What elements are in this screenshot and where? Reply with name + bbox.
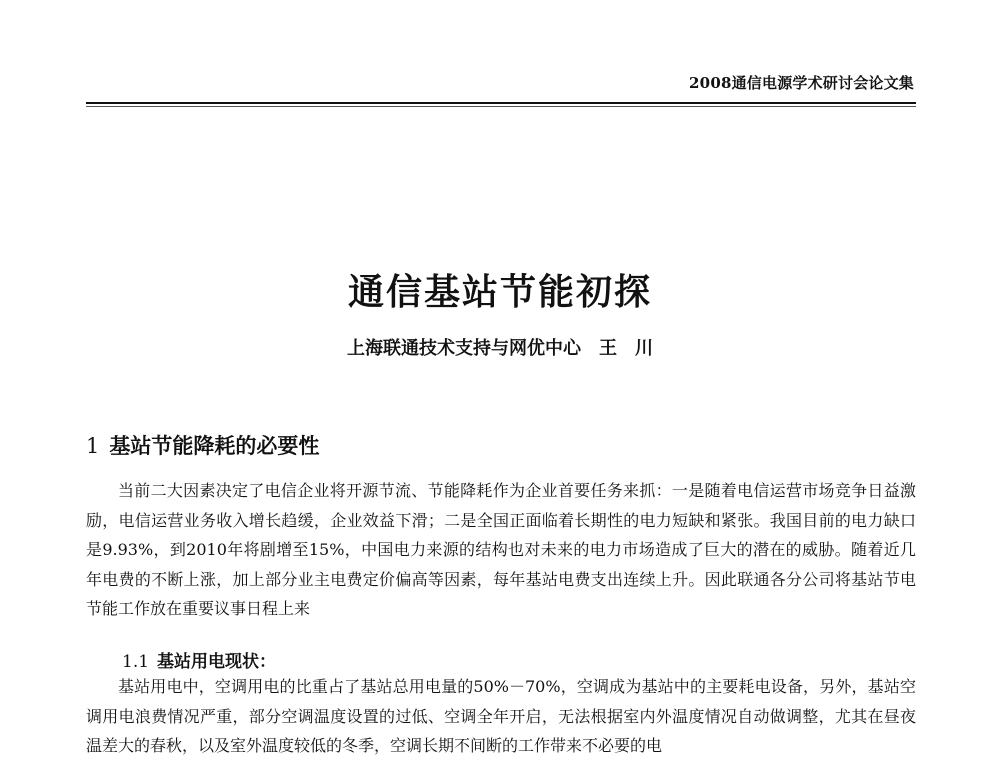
subsection-heading: [122, 647, 276, 672]
running-header: 2008通信电源学术研讨会论文集: [689, 74, 914, 92]
subsection-number: 1.1: [122, 652, 150, 672]
body-paragraph: 当前二大因素决定了电信企业将开源节流、节能降耗作为企业首要任务来抓：一是随着电信运营市场竞争日益激励，电信运营业务收入增长趋缓，企业效益下滑；二是全国正面临着长期性的电力短缺和紧张。我国目前的电力缺口是9.93%，到2010年将剧增至15%，中国电力来源的结构也对未来的电力市场造成了巨大的潜在的威胁。随着近几年电费的不断上涨，加上部分业主电费定价偏高等因素，每年基站电费支出连续上升。因此联通各分公司将基站节电节能工作放在重要议事日程上来: [86, 481, 916, 618]
header-rule-thin: [86, 106, 916, 107]
section-heading: [86, 430, 319, 460]
body-paragraph: 基站用电中，空调用电的比重占了基站总用电量的50%－70%，空调成为基站中的主要耗电设备，另外，基站空调用电浪费情况严重，部分空调温度设置的过低、空调全年开启，无法根据室内外温度情况自动做调整，尤其在昼夜温差大的春秋，以及室外温度较低的冬季，空调长期不间断的工作带来不必要的电: [86, 677, 916, 755]
subsection-title: 基站用电现状：: [157, 652, 277, 672]
author-affiliation: 上海联通技术支持与网优中心 王 川: [347, 338, 653, 359]
section-number: 1: [86, 434, 100, 458]
header-rule: [86, 102, 916, 104]
article-title: 通信基站节能初探: [347, 272, 652, 313]
section-title: 基站节能降耗的必要性: [109, 433, 320, 458]
